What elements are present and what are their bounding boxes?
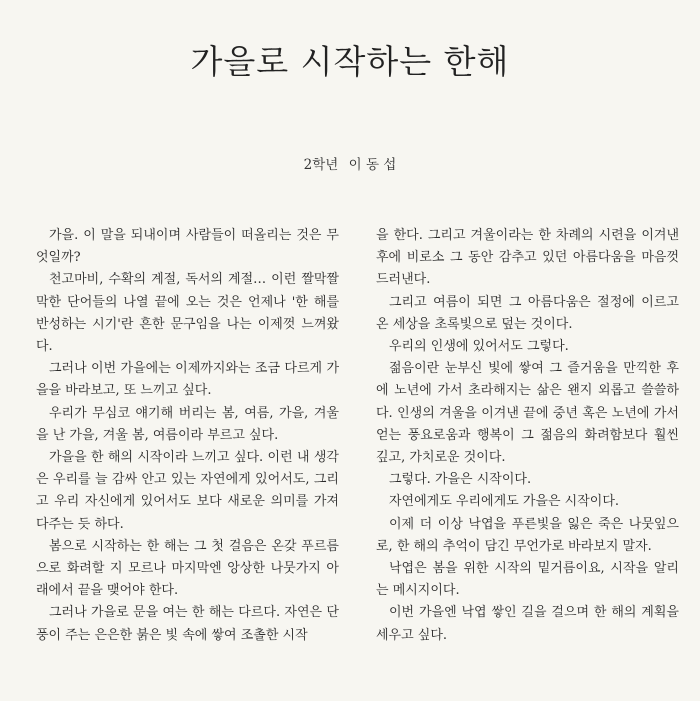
- paragraph: 자연에게도 우리에게도 가을은 시작이다.: [389, 494, 620, 510]
- right-column: [376, 225, 679, 647]
- paragraph: 낙엽은 봄을 위한 시작의 밑거름이요, 시작을 알리는 메시지이다.: [376, 561, 679, 599]
- byline: [0, 153, 700, 173]
- paragraph: 그러나 이번 가을에는 이제까지와는 조금 다르게 가을을 바라보고, 또 느끼고 싶다.: [36, 361, 339, 399]
- paragraph: 젊음이란 눈부신 빛에 쌓여 그 즐거움을 만끽한 후에 노년에 가서 초라해지는 삶은 왠지 외롭고 쓸쓸하다. 인생의 겨울을 이겨낸 끝에 중년 혹은 노년에 가서 얻는 풍요로움과 행복이 그 젊음의 화려함보다 훨씬 깊고, 가치로운 것이다.: [376, 361, 679, 466]
- paragraph: 그리고 여름이 되면 그 아름다움은 절정에 이르고 온 세상을 초록빛으로 덮는 것이다.: [376, 294, 679, 332]
- paragraph: 이번 가을엔 낙엽 쌓인 길을 걸으며 한 해의 계획을 세우고 싶다.: [376, 605, 679, 643]
- page-title: 가을로 시작하는 한해: [190, 42, 510, 81]
- paragraph: 그렇다. 가을은 시작이다.: [389, 472, 532, 488]
- author-grade: 2학년: [303, 157, 339, 173]
- paragraph-continued: 을 한다. 그리고 겨울이라는 한 차례의 시련을 이겨낸 후에 비로소 그 동안 감추고 있던 아름다움을 마음껏 드러낸다.: [376, 228, 679, 288]
- paragraph: 가을을 한 해의 시작이라 느끼고 싶다. 이런 내 생각은 우리를 늘 감싸 안고 있는 자연에게 있어서도, 그리고 우리 자신에게 있어서도 보다 새로운 의미를 가져다주는 듯 하다.: [36, 450, 339, 532]
- author-name: 이 동 섭: [348, 157, 397, 173]
- paragraph: 우리의 인생에 있어서도 그렇다.: [389, 339, 569, 355]
- paragraph: 천고마비, 수확의 계절, 독서의 계절… 이런 짤막짤막한 단어들의 나열 끝에 오는 것은 언제나 '한 해를 반성하는 시기'란 흔한 문구임을 나는 이제껏 느껴왔다.: [36, 272, 339, 355]
- left-column: [36, 225, 339, 647]
- paragraph: 가을. 이 말을 되내이며 사람들이 떠올리는 것은 무엇일까?: [36, 228, 339, 266]
- paragraph: 이제 더 이상 낙엽을 푸른빛을 잃은 죽은 나뭇잎으로, 한 해의 추억이 담긴 무언가로 바라보지 말자.: [376, 516, 679, 554]
- paragraph: 봄으로 시작하는 한 해는 그 첫 걸음은 온갖 푸르름으로 화려할 지 모르나 마지막엔 앙상한 나뭇가지 아래에서 끝을 맺어야 한다.: [36, 538, 339, 599]
- paragraph: 우리가 무심코 얘기해 버리는 봄, 여름, 가을, 겨울을 난 가을, 겨울 봄, 여름이라 부르고 싶다.: [36, 405, 339, 443]
- paragraph: 그러나 가을로 문을 여는 한 해는 다르다. 자연은 단풍이 주는 은은한 붉은 빛 속에 쌓여 조촐한 시작: [36, 605, 339, 643]
